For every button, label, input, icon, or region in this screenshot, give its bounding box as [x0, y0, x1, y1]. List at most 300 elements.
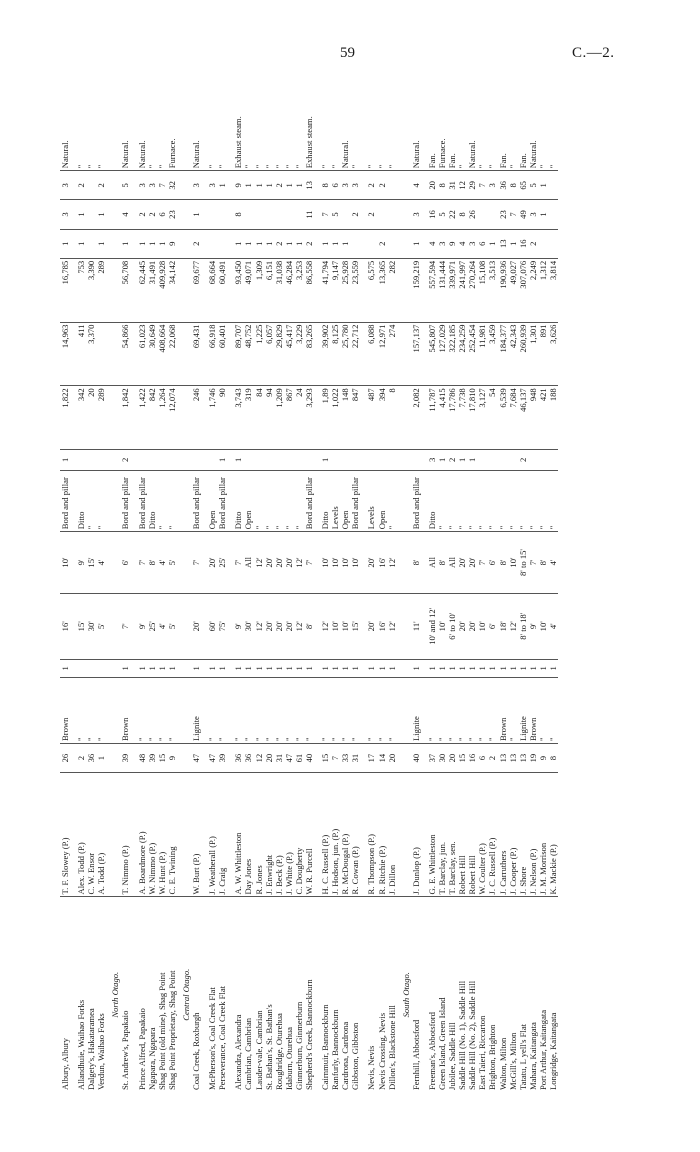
- underground-persons: 1: [76, 229, 86, 258]
- output-previous: 408,664: [157, 322, 167, 386]
- working-system: ": [254, 470, 264, 532]
- empty-cell: [177, 229, 191, 258]
- total-persons: 3: [191, 171, 201, 200]
- seam-count: 1: [191, 659, 201, 677]
- region-heading-row: [397, 62, 411, 1092]
- owner-name: J. Cooper (P.): [508, 773, 518, 897]
- output-year: 4,415: [437, 386, 447, 450]
- working-system: Ditto: [147, 470, 157, 532]
- working-thickness: 15': [86, 532, 96, 594]
- working-thickness: 10': [350, 532, 360, 594]
- persons-count: 12: [254, 743, 264, 772]
- working-system: Bord and pillar: [350, 470, 360, 532]
- ventilation: ": [86, 164, 97, 169]
- working-system: Open: [243, 470, 253, 532]
- shafts: 1: [233, 450, 243, 471]
- output-year: 188: [548, 386, 558, 450]
- working-thickness: 7': [191, 532, 201, 594]
- above-persons: 1: [96, 200, 106, 229]
- working-thickness: 20': [467, 532, 477, 594]
- seam-count: 1: [487, 659, 497, 677]
- owner-name: W. Hunt (P.): [157, 773, 167, 897]
- underground-persons: 4: [457, 229, 467, 258]
- seam-count: 1: [304, 659, 314, 677]
- total-persons: 7: [477, 171, 487, 200]
- total-persons: 1: [243, 171, 253, 200]
- empty-cell: [397, 593, 411, 659]
- output-year: 1,842: [120, 386, 130, 450]
- mine-locality: Ranfurly, Bannockburn: [330, 897, 340, 1092]
- output-total: 339,971: [447, 258, 457, 322]
- output-previous: 22,712: [350, 322, 360, 386]
- output-year: 319: [243, 386, 253, 450]
- empty-cell: [177, 470, 191, 532]
- owner-name: J. Weatherall (P.): [207, 773, 217, 897]
- output-total: 6,575: [366, 258, 376, 322]
- output-total: 23,559: [350, 258, 360, 322]
- total-persons: 12: [457, 171, 467, 200]
- table-row: [538, 62, 548, 1092]
- owner-name: R. Ritchie (P.): [377, 773, 387, 897]
- working-thickness: 12': [294, 532, 304, 594]
- underground-persons: 1: [233, 229, 243, 258]
- shafts: [538, 450, 548, 471]
- coal-class: ": [274, 678, 284, 744]
- working-thickness: 20': [457, 532, 467, 594]
- table-row: [243, 62, 253, 1092]
- owner-name: Robert Hill: [457, 773, 467, 897]
- seam-count: 1: [320, 659, 330, 677]
- table-row: [167, 62, 177, 1092]
- working-system: ": [548, 470, 558, 532]
- working-thickness: 8': [498, 532, 508, 594]
- coal-class: ": [96, 678, 106, 744]
- above-persons: [254, 200, 264, 229]
- region-heading: South Otago.: [397, 897, 411, 1092]
- coal-class: ": [477, 678, 487, 744]
- mine-locality: Cambrian, Cambrian: [243, 897, 253, 1092]
- empty-cell: [397, 258, 411, 322]
- output-total: 46,284: [284, 258, 294, 322]
- output-previous: 274: [387, 322, 397, 386]
- output-year: 1,022: [330, 386, 340, 450]
- owner-name: J. Beck (P.): [274, 773, 284, 897]
- mine-locality: St. Bathan's, St. Bathan's: [264, 897, 274, 1092]
- output-year: 6,539: [498, 386, 508, 450]
- output-total: 60,491: [217, 258, 227, 322]
- persons-count: 2: [76, 743, 86, 772]
- shafts: [377, 450, 387, 471]
- mine-locality: Dalgety's, Hakataramea: [86, 897, 96, 1092]
- empty-cell: [177, 200, 191, 229]
- output-total: 56,708: [120, 258, 130, 322]
- owner-name: C. W. Ensor: [86, 773, 96, 897]
- coal-class: ": [284, 678, 294, 744]
- persons-count: 7: [330, 743, 340, 772]
- seam-count: 1: [411, 659, 421, 677]
- empty-cell: [106, 450, 120, 471]
- working-system: ": [528, 470, 538, 532]
- empty-cell: [106, 678, 120, 744]
- persons-count: 15: [320, 743, 330, 772]
- working-thickness: 8': [538, 532, 548, 594]
- shafts: [137, 450, 147, 471]
- output-year: 867: [284, 386, 294, 450]
- total-persons: 3: [147, 171, 157, 200]
- owner-name: A. Todd (P.): [96, 773, 106, 897]
- above-persons: 8: [233, 200, 243, 229]
- empty-cell: [397, 773, 411, 897]
- above-persons: 8: [457, 200, 467, 229]
- above-persons: 3: [60, 200, 70, 229]
- coal-mines-table: [60, 62, 558, 1092]
- table-row: [120, 62, 130, 1092]
- output-year: 3,293: [304, 386, 314, 450]
- empty-cell: [177, 322, 191, 386]
- underground-persons: 2: [528, 229, 538, 258]
- mine-locality: Coal Creek, Roxburgh: [191, 897, 201, 1092]
- shafts: [167, 450, 177, 471]
- output-total: 3,253: [294, 258, 304, 322]
- above-persons: [377, 200, 387, 229]
- working-thickness: All: [447, 532, 457, 594]
- owner-name: C. Dougherty: [294, 773, 304, 897]
- output-year: 487: [366, 386, 376, 450]
- table-row: [528, 62, 538, 1092]
- ventilation: Natural.: [467, 140, 478, 169]
- output-previous: 127,029: [437, 322, 447, 386]
- seam-count: 1: [137, 659, 147, 677]
- coal-mines-table-body: [60, 62, 558, 1092]
- owner-name: T. Barclay, jun.: [437, 773, 447, 897]
- persons-count: 33: [340, 743, 350, 772]
- underground-persons: 1: [243, 229, 253, 258]
- above-persons: 23: [167, 200, 177, 229]
- seam-thickness: 75': [217, 593, 227, 659]
- mine-locality: Shepherd's Creek, Bannockburn: [304, 897, 314, 1092]
- shafts: [274, 450, 284, 471]
- total-persons: 2: [274, 171, 284, 200]
- output-year: 54: [487, 386, 497, 450]
- underground-persons: 1: [330, 229, 340, 258]
- total-persons: 13: [304, 171, 314, 200]
- table-row: [320, 62, 330, 1092]
- seam-thickness: 10': [538, 593, 548, 659]
- output-year: 1,822: [60, 386, 70, 450]
- output-total: 93,450: [233, 258, 243, 322]
- output-previous: 12,971: [377, 322, 387, 386]
- working-system: Bord and pillar: [120, 470, 130, 532]
- total-persons: 5: [120, 171, 130, 200]
- total-persons: 4: [411, 171, 421, 200]
- output-total: 409,928: [157, 258, 167, 322]
- seam-thickness: 15': [350, 593, 360, 659]
- seam-thickness: 20': [274, 593, 284, 659]
- ventilation: Natural.: [340, 140, 351, 169]
- working-thickness: All: [243, 532, 253, 594]
- seam-thickness: 20': [467, 593, 477, 659]
- working-thickness: 12': [387, 532, 397, 594]
- persons-count: 17: [366, 743, 376, 772]
- seam-count: 1: [243, 659, 253, 677]
- empty-cell: [177, 258, 191, 322]
- working-system: ": [387, 470, 397, 532]
- table-row: [487, 62, 497, 1092]
- above-persons: [477, 200, 487, 229]
- output-total: 1,312: [538, 258, 548, 322]
- output-previous: 39,902: [320, 322, 330, 386]
- working-thickness: 20': [284, 532, 294, 594]
- persons-count: 61: [294, 743, 304, 772]
- working-thickness: 8' to 15': [518, 532, 528, 594]
- above-persons: 22: [447, 200, 457, 229]
- owner-name: R. Thompson (P.): [366, 773, 376, 897]
- region-heading-row: [177, 62, 191, 1092]
- output-previous: 184,377: [498, 322, 508, 386]
- ventilation: ": [263, 164, 274, 169]
- working-thickness: 20': [264, 532, 274, 594]
- above-persons: 11: [304, 200, 314, 229]
- working-system: Ditto: [233, 470, 243, 532]
- mine-locality: Gibbston, Gibbston: [350, 897, 360, 1092]
- seam-thickness: 4': [157, 593, 167, 659]
- seam-thickness: 4': [548, 593, 558, 659]
- above-persons: 7: [508, 200, 518, 229]
- shafts: 1: [320, 450, 330, 471]
- shafts: [411, 450, 421, 471]
- empty-cell: [177, 593, 191, 659]
- output-previous: 891: [538, 322, 548, 386]
- above-persons: [86, 200, 96, 229]
- working-thickness: 5': [167, 532, 177, 594]
- output-total: 6,151: [264, 258, 274, 322]
- working-system: Open: [207, 470, 217, 532]
- output-previous: 322,185: [447, 322, 457, 386]
- underground-persons: [86, 229, 96, 258]
- mine-locality: McPherson's, Coal Creek Flat: [207, 897, 217, 1092]
- table-row: [96, 62, 106, 1092]
- shafts: [284, 450, 294, 471]
- seam-thickness: 7': [120, 593, 130, 659]
- output-year: 421: [538, 386, 548, 450]
- working-thickness: 6': [487, 532, 497, 594]
- working-system: ": [487, 470, 497, 532]
- output-previous: 48,752: [243, 322, 253, 386]
- mine-locality: Dillon's, Blackstone Hill: [387, 897, 397, 1092]
- table-row: [76, 62, 86, 1092]
- seam-thickness: 12': [387, 593, 397, 659]
- output-total: 2,249: [528, 258, 538, 322]
- above-persons: 3: [411, 200, 421, 229]
- working-thickness: 7': [233, 532, 243, 594]
- mine-locality: Allandhuie, Waihao Forks: [76, 897, 86, 1092]
- persons-count: 13: [498, 743, 508, 772]
- above-persons: [243, 200, 253, 229]
- table-row: [86, 62, 96, 1092]
- working-thickness: 25': [217, 532, 227, 594]
- ventilation: Exhaust steam.: [303, 116, 314, 169]
- seam-count: 1: [233, 659, 243, 677]
- underground-persons: 1: [96, 229, 106, 258]
- ventilation: ": [207, 164, 218, 169]
- shafts: [304, 450, 314, 471]
- total-persons: 3: [350, 171, 360, 200]
- underground-persons: 2: [191, 229, 201, 258]
- empty-cell: [177, 171, 191, 200]
- persons-count: 14: [377, 743, 387, 772]
- total-persons: 2: [76, 171, 86, 200]
- shafts: 1: [467, 450, 477, 471]
- output-previous: 3,626: [548, 322, 558, 386]
- owner-name: C. E. Twining: [167, 773, 177, 897]
- underground-persons: 1: [157, 229, 167, 258]
- persons-count: 20: [447, 743, 457, 772]
- seam-count: 1: [207, 659, 217, 677]
- mine-locality: East Taieri, Riccarton: [477, 897, 487, 1092]
- total-persons: 1: [254, 171, 264, 200]
- total-persons: 29: [467, 171, 477, 200]
- working-system: ": [477, 470, 487, 532]
- owner-name: Day Jones: [243, 773, 253, 897]
- mine-locality: McGill's, Milton: [508, 897, 518, 1092]
- output-year: 7,684: [508, 386, 518, 450]
- ventilation: ": [376, 164, 387, 169]
- seam-count: [76, 659, 86, 677]
- output-total: 25,928: [340, 258, 350, 322]
- shafts: [147, 450, 157, 471]
- output-total: 307,076: [518, 258, 528, 322]
- working-system: Ditto: [76, 470, 86, 532]
- working-system: Bord and pillar: [60, 470, 70, 532]
- empty-cell: [106, 386, 120, 450]
- output-previous: 25,780: [340, 322, 350, 386]
- owner-name: R. Cowan (P.): [350, 773, 360, 897]
- ventilation: ": [217, 164, 228, 169]
- table-row: [217, 62, 227, 1092]
- owner-name: R. McDougal (P.): [340, 773, 350, 897]
- coal-class: ": [207, 678, 217, 744]
- owner-name: J. Carruthers: [498, 773, 508, 897]
- empty-cell: [106, 532, 120, 594]
- seam-thickness: 8' to 18': [518, 593, 528, 659]
- output-year: 46,137: [518, 386, 528, 450]
- output-previous: 66,918: [207, 322, 217, 386]
- working-thickness: 8': [437, 532, 447, 594]
- working-system: ": [538, 470, 548, 532]
- output-year: 17,810: [467, 386, 477, 450]
- seam-count: 1: [264, 659, 274, 677]
- seam-thickness: 10': [330, 593, 340, 659]
- ventilation: ": [146, 164, 157, 169]
- output-total: 62,445: [137, 258, 147, 322]
- empty-cell: [397, 171, 411, 200]
- output-year: 7,738: [457, 386, 467, 450]
- output-total: 34,142: [167, 258, 177, 322]
- seam-thickness: 25': [147, 593, 157, 659]
- underground-persons: 1: [60, 229, 70, 258]
- shafts: [528, 450, 538, 471]
- persons-count: 47: [284, 743, 294, 772]
- persons-count: 40: [411, 743, 421, 772]
- ventilation: ": [487, 164, 498, 169]
- above-persons: 49: [518, 200, 528, 229]
- seam-count: 1: [167, 659, 177, 677]
- output-year: 394: [377, 386, 387, 450]
- ventilation: ": [253, 164, 264, 169]
- above-persons: 1: [538, 200, 548, 229]
- persons-count: 9: [538, 743, 548, 772]
- coal-class: ": [294, 678, 304, 744]
- coal-class: ": [340, 678, 350, 744]
- above-persons: [487, 200, 497, 229]
- table-row: [157, 62, 167, 1092]
- underground-persons: 3: [437, 229, 447, 258]
- table-row: [284, 62, 294, 1092]
- total-persons: 1: [264, 171, 274, 200]
- ventilation: ": [243, 164, 254, 169]
- output-total: 190,936: [498, 258, 508, 322]
- persons-count: 6: [477, 743, 487, 772]
- persons-count: 9: [167, 743, 177, 772]
- output-previous: 6,088: [366, 322, 376, 386]
- output-year: 20: [86, 386, 96, 450]
- working-system: ": [157, 470, 167, 532]
- shafts: [487, 450, 497, 471]
- empty-cell: [177, 62, 191, 171]
- empty-cell: [106, 200, 120, 229]
- output-year: 148: [340, 386, 350, 450]
- mine-locality: Verdun, Waihao Forks: [96, 897, 106, 1092]
- seam-thickness: 16': [377, 593, 387, 659]
- working-thickness: 10': [60, 532, 70, 594]
- seam-count: 1: [294, 659, 304, 677]
- seam-thickness: 15': [76, 593, 86, 659]
- ventilation: ": [293, 164, 304, 169]
- underground-persons: 1: [508, 229, 518, 258]
- shafts: [548, 450, 558, 471]
- underground-persons: 1: [294, 229, 304, 258]
- underground-persons: 6: [477, 229, 487, 258]
- underground-persons: 16: [518, 229, 528, 258]
- ventilation: ": [330, 164, 341, 169]
- seam-count: 1: [467, 659, 477, 677]
- persons-count: 15: [457, 743, 467, 772]
- total-persons: 3: [487, 171, 497, 200]
- ventilation: Natural.: [136, 140, 147, 169]
- persons-count: 47: [207, 743, 217, 772]
- output-previous: 234,259: [457, 322, 467, 386]
- working-system: Levels: [366, 470, 376, 532]
- owner-name: J. Hodson, jun. (P.): [330, 773, 340, 897]
- owner-name: G. E. Whittleston: [427, 773, 437, 897]
- total-persons: 1: [284, 171, 294, 200]
- underground-persons: 1: [264, 229, 274, 258]
- persons-count: 20: [264, 743, 274, 772]
- output-previous: 42,343: [508, 322, 518, 386]
- coal-class: ": [350, 678, 360, 744]
- seam-count: 1: [147, 659, 157, 677]
- output-year: 17,786: [447, 386, 457, 450]
- output-year: 289: [96, 386, 106, 450]
- total-persons: 8: [437, 171, 447, 200]
- above-persons: [217, 200, 227, 229]
- output-total: 3,814: [548, 258, 558, 322]
- working-system: Ditto: [320, 470, 330, 532]
- seam-thickness: 60': [207, 593, 217, 659]
- coal-class: ": [437, 678, 447, 744]
- shafts: [387, 450, 397, 471]
- above-persons: [274, 200, 284, 229]
